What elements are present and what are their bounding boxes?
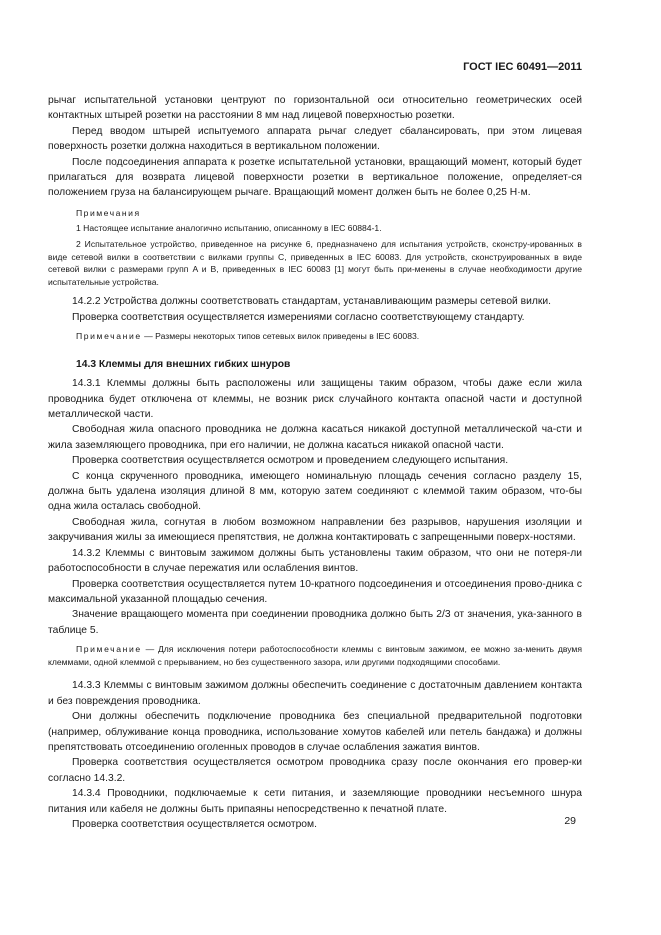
paragraph: 14.2.2 Устройства должны соответствовать стандартам, устанавливающим размеры сетевой вилки. [72, 296, 552, 308]
page-number: 29 [564, 815, 576, 827]
document-body [48, 93, 582, 832]
note-label: Примечание [76, 644, 142, 655]
note-item: 2 Испытательное устройство, приведенное на рисунке 6, предназначено для испытания устройств, сконстру-ированных в виде сетевой вилки в соответствии с вилками группы C, приведенных в IEC 60083. Для устройств, сконструированных в виде сетевой вилки с размерами групп A и B, приведенных в IEC 60083 [1] могут быть при-менены в случае необходимости другие испытательные устройства. [48, 239, 582, 287]
note-text: — Размеры некоторых типов сетевых вилок приведены в IEC 60083. [141, 331, 420, 342]
paragraph: 14.3.1 Клеммы должны быть расположены или защищены таким образом, чтобы даже если жила проводника будет отключена от клеммы, не возник риск случайного контакта опасной части и доступной металлической части. [48, 378, 582, 421]
note-inline [48, 330, 582, 343]
note-label: Примечание [76, 331, 142, 342]
paragraph: Они должны обеспечить подключение проводника без специальной предварительной подготовки (например, облуживание конца проводника, использование хомутов кабелей или петель бандажа) и должны препятствовать отсоединению оголенных проводов в случае ослабления зажатия винтов. [48, 711, 582, 753]
note-item: 1 Настоящее испытание аналогично испытанию, описанному в IEC 60884-1. [76, 223, 382, 234]
paragraph: Перед вводом штырей испытуемого аппарата рычаг следует сбалансировать, при этом лицевая поверхность розетки должна находиться в вертикальном положении. [48, 125, 582, 153]
paragraph: Проверка соответствия осуществляется измерениями согласно соответствующему стандарту. [72, 311, 525, 323]
paragraph: Свободная жила, согнутая в любом возможном направлении без разрывов, нарушения изоляции и закручивания жилы за имеющиеся препятствия, не должна контактировать с запрещенными поверх-ностями. [48, 516, 582, 544]
paragraph: 14.3.3 Клеммы с винтовым зажимом должны обеспечить соединение с достаточным давлением контакта и без повреждения проводника. [48, 680, 582, 707]
paragraph: Проверка соответствия осуществляется осмотром проводника сразу после окончания его провер-ки согласно 14.3.2. [48, 757, 582, 784]
paragraph: Свободная жила опасного проводника не должна касаться никакой доступной металлической ча-сти и жила заземляющего проводника, при его наличии, не должна касаться никакой опасной части. [48, 424, 582, 451]
section-heading: 14.3 Клеммы для внешних гибких шнуров [76, 358, 291, 370]
document-header: ГОСТ IEC 60491—2011 [463, 61, 582, 73]
paragraph: Проверка соответствия осуществляется путем 10-кратного подсоединения и отсоединения прово-дника с максимальной указанной площадью сечения. [48, 578, 582, 605]
paragraph: 14.3.4 Проводники, подключаемые к сети питания, и заземляющие проводники несъемного шнура питания или кабеля не должны быть припаяны непосредственно к печатной плате. [48, 788, 582, 815]
paragraph: Значение вращающего момента при соединении проводника должно быть 2/3 от значения, ука-занного в таблице 5. [48, 609, 582, 636]
paragraph: После подсоединения аппарата к розетке испытательной установки, вращающий момент, который будет прилагаться для возврата лицевой поверхности розетки в вертикальное положение, определяет-ся положением груза на балансирующем рычаге. Вращающий момент должен быть не более 0,25 Н·м. [48, 156, 582, 199]
paragraph: 14.3.2 Клеммы с винтовым зажимом должны быть установлены таким образом, что они не потеря-ли работоспособности в случае пережатия или ослабления винтов. [48, 547, 582, 575]
note-heading: Примечания [76, 207, 141, 218]
note-inline [48, 643, 582, 668]
paragraph: Проверка соответствия осуществляется осмотром и проведением следующего испытания. [72, 455, 509, 467]
paragraph: рычаг испытательной установки центруют по горизонтальной оси относительно геометрических осей контактных штырей розетки на расстоянии 8 мм над лицевой поверхностью розетки. [48, 95, 582, 122]
note-text: — Для исключения потери работоспособности клеммы с винтовым зажимом, ее можно за-менить двумя клеммами, одной клеммой с прерыванием, но без существенного зазора, или другими подходящими способами. [48, 644, 582, 667]
paragraph: Проверка соответствия осуществляется осмотром. [72, 818, 317, 830]
paragraph: С конца скрученного проводника, имеющего номинальную площадь сечения согласно разделу 15, должна быть удалена изоляция длиной 8 мм, которую затем соединяют с клеммой таким образом, что-бы одна жила осталась свободной. [48, 470, 582, 513]
